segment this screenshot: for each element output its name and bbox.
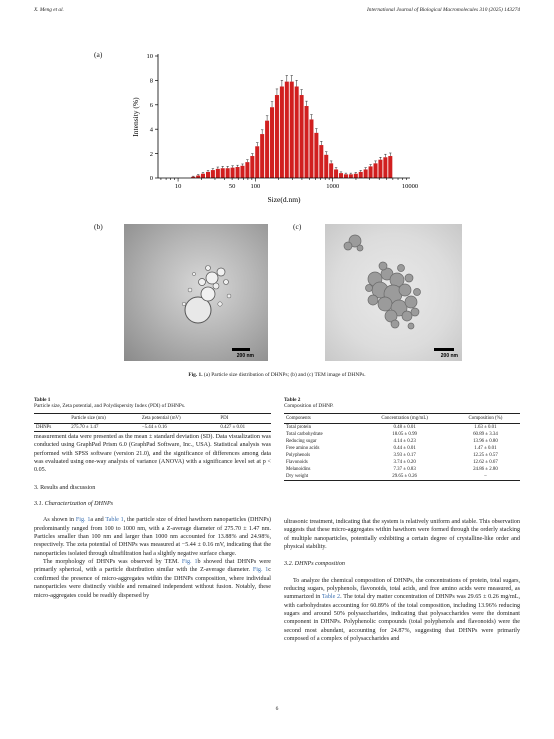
x-tick-label: 10 <box>174 183 182 190</box>
table2-label: Table 2 <box>284 397 301 403</box>
table2-link[interactable]: Table 2 <box>321 594 341 601</box>
x-tick-label: 50 <box>228 183 236 190</box>
figure-caption-text: (a) Particle size distribution of DHNPs; (b) and (c) TEM image of DHNPs. <box>203 372 366 378</box>
text: As shown in <box>43 517 76 524</box>
table2-cell: 18.05 ± 0.99 <box>392 432 417 437</box>
chart-bar <box>388 156 392 178</box>
table1-label: Table 1 <box>34 397 51 403</box>
x-tick-label: 100 <box>250 183 261 190</box>
chart-bar <box>354 174 358 178</box>
table1-title: Particle size, Zeta potential, and Polydispersity Index (PDI) of DHNPs. <box>34 403 186 410</box>
chart-bar <box>324 155 328 178</box>
text: To analyze the chemical composition of DHNPs, the concentrations of protein, total sugars, reducing sugars, polyphenols, flavonoids, total acids, and free amino acids were measured, as summarized in <box>284 577 520 601</box>
table2-cell: 13.96 ± 0.80 <box>473 439 498 444</box>
chart-bar <box>250 156 254 178</box>
fig1-link[interactable]: Fig. 1 <box>75 517 91 524</box>
text: . The total dry matter concentration of DHNPs was 29.65 ± 0.26 mg/mL, with carbohydrates accounting for 60.89% of the total composition, including 13.96% reducing sugars and around 50% polysaccharides, indicating that polysaccharides were the dominant component in DHNPs. Polyphenolic compounds (total polyphenols and flavonoids) were the second most abundant, accounting for 24.87%, suggesting that DHNPs were primarily composed of a complex of polysaccharides and <box>284 594 520 643</box>
chart-bar <box>226 168 230 178</box>
table2-header: Concentration (mg/mL) <box>358 414 450 424</box>
table-row <box>284 431 520 438</box>
table2-cell: Flavonoids <box>286 460 308 465</box>
chart-bar <box>309 119 313 178</box>
table1-header <box>34 414 69 424</box>
table-row <box>284 438 520 445</box>
chart-bar <box>369 166 373 178</box>
chart-bar <box>329 163 333 178</box>
chart-axes <box>131 53 418 204</box>
running-header-journal: International Journal of Biological Macromolecules 310 (2025) 143274 <box>367 7 520 13</box>
table-row <box>284 459 520 466</box>
table-row <box>284 473 520 481</box>
chart-bar <box>349 174 353 178</box>
table1-cell: DHNPs <box>34 424 69 432</box>
paragraph-characterization <box>34 516 271 558</box>
tem-particles-c <box>325 224 462 361</box>
table2-cell: 60.89 ± 3.34 <box>473 432 498 437</box>
chart-bar <box>245 162 249 178</box>
chart-bar <box>221 168 225 178</box>
paragraph-morphology <box>34 558 271 600</box>
chart-bar <box>216 169 220 178</box>
chart-bar <box>280 87 284 179</box>
table2-cell: 29.65 ± 0.26 <box>358 473 450 481</box>
table2-cell: – <box>451 473 520 481</box>
table2-cell: 1.63 ± 0.01 <box>474 425 497 430</box>
y-tick-label: 0 <box>149 175 153 183</box>
chart-bar <box>211 170 215 178</box>
tem-image-b <box>124 224 268 361</box>
table2-cell: 0.44 ± 0.01 <box>393 446 416 451</box>
chart-bar <box>275 95 279 178</box>
table2-header: Composition (%) <box>451 414 520 424</box>
table2-cell: 12.62 ± 0.67 <box>473 460 498 465</box>
paragraph-aggregates: ultrasonic treatment, indicating that the system is relatively uniform and stable. This observation suggests that these micro-aggregates within hawthorn were formed through the orderly stacking of multiple nanoparticles, potentially exhibiting a certain degree of crystalline-like order and physical stability. <box>284 519 520 551</box>
paragraph-methods-end: measurement data were presented as the mean ± standard deviation (SD). Data visualization was conducted using GraphPad Prism 6.0 (GraphPad Software, Inc., USA). Statistical analysis was performed with SPSS software (version 21.0), and the significance of differences among data was evaluated using one-way analysis of variance (ANOVA) with a significance level set at p < 0.05. <box>34 434 271 474</box>
running-header-authors: X. Meng et al. <box>34 7 64 13</box>
table2-cell: 0.48 ± 0.01 <box>393 425 416 430</box>
table2-cell: Free amino acids <box>286 446 320 451</box>
chart-bar <box>270 107 274 178</box>
panel-label-b: (b) <box>94 222 103 231</box>
chart-bar <box>295 87 299 179</box>
table-row <box>284 452 520 459</box>
section-heading-results: 3. Results and discussion <box>34 484 96 491</box>
chart-bar <box>364 169 368 178</box>
table1-header: PDI <box>218 414 271 424</box>
table2-cell: Dry weight <box>284 473 358 481</box>
scale-bar-b <box>232 348 250 351</box>
table2-cell: 7.37 ± 0.83 <box>393 467 416 472</box>
table1-link[interactable]: Table 1 <box>105 517 124 524</box>
y-tick-label: 6 <box>149 102 153 109</box>
table2 <box>284 413 520 481</box>
y-tick-label: 10 <box>146 53 153 61</box>
chart-bar <box>265 121 269 178</box>
table1-cell: 275.70 ± 1.47 <box>69 424 140 432</box>
table2-cell: 24.86 ± 2.80 <box>473 467 498 472</box>
chart-bar <box>319 145 323 178</box>
body-column-right <box>284 518 520 643</box>
chart-bar <box>231 168 235 178</box>
x-axis-label: Size(d.nm) <box>267 195 301 204</box>
table-row <box>284 466 520 473</box>
chart-bar <box>305 106 309 178</box>
table-row <box>34 424 271 432</box>
panel-label-a: (a) <box>94 50 103 59</box>
table2-header: Components <box>284 414 358 424</box>
subsection-heading-characterization: 3.1. Characterization of DHNPs <box>34 501 114 508</box>
figure-caption <box>0 372 554 378</box>
chart-bar <box>206 172 210 178</box>
chart-bar <box>285 82 289 178</box>
text: The morphology of DHNPs was observed by TEM. <box>43 559 182 566</box>
table2-cell: Total protein <box>286 425 312 430</box>
text: c confirmed the presence of micro-aggregates within the DHNPs composition, where individual nanoparticles were distinctly visible and remained independent without fusion. Notably, these micro-aggregates could be readily dispersed by <box>34 567 271 599</box>
text: a and <box>90 517 106 524</box>
chart-bar <box>339 173 343 178</box>
table2-heading <box>284 397 520 409</box>
tem-particles-b <box>124 224 268 361</box>
chart-bar <box>290 82 294 178</box>
chart-bar <box>260 134 264 178</box>
table-row <box>284 424 520 432</box>
table1-cell: 0.427 ± 0.01 <box>218 424 271 432</box>
scale-label-c: 200 nm <box>440 353 458 359</box>
chart-bar <box>359 172 363 178</box>
y-axis-label: Intensity (%) <box>131 97 140 137</box>
y-tick-label: 8 <box>149 77 153 85</box>
table1-cell: −5.44 ± 0.16 <box>140 424 219 432</box>
body-column-left <box>34 433 271 600</box>
table2-cell: Reducing sugar <box>286 439 317 444</box>
table2-cell: Total carbohydrate <box>286 432 323 437</box>
subsection-heading-composition: 3.2. DHNPs composition <box>284 561 345 568</box>
chart-bar <box>344 174 348 178</box>
x-tick-label: 1000 <box>326 183 340 190</box>
table2-title: Composition of DHNP. <box>284 403 334 410</box>
paragraph-composition <box>284 577 520 644</box>
scale-label-b: 200 nm <box>236 353 254 359</box>
table1-header: Particle size (nm) <box>69 414 140 424</box>
fig1-link[interactable]: Fig. 1 <box>181 559 198 566</box>
table2-cell: 3.74 ± 0.20 <box>393 460 416 465</box>
table2-cell: Polyphenols <box>286 453 311 458</box>
fig1-link[interactable]: Fig. 1 <box>252 567 269 574</box>
chart-bar <box>201 174 205 178</box>
table-row <box>284 445 520 452</box>
table2-cell: 1.47 ± 0.01 <box>474 446 497 451</box>
text: , the particle size of dried hawthorn nanoparticles (DHNPs) predominantly ranged from 100 to 1000 nm, with a Z-average diameter of 275.70 ± 1.47 nm. Particles smaller than 100 nm and larger than 1000 nm accounted for 13.88% and 24.98%, respectively. The zeta potential of DHNPs was measured at −5.44 ± 0.16 mV, indicating that the nanoparticles isolated through ultrafiltration had a slightly negative surface charge. <box>34 517 271 557</box>
chart-bar <box>240 166 244 178</box>
chart-bar <box>334 169 338 178</box>
page-number: 6 <box>275 706 279 712</box>
chart-bar <box>373 163 377 178</box>
chart-bar <box>383 157 387 178</box>
chart-bar <box>300 95 304 178</box>
table2-cell: 3.93 ± 0.17 <box>393 453 416 458</box>
panel-label-c: (c) <box>293 222 302 231</box>
chart-bar <box>255 146 259 178</box>
particle-size-chart <box>120 46 420 206</box>
text: b showed that DHNPs were primarily spherical, with a particle distribution similar with the Z-average diameter. <box>34 559 271 574</box>
x-tick-label: 10000 <box>401 183 419 190</box>
table2-cell: 4.14 ± 0.23 <box>393 439 416 444</box>
chart-bar <box>378 160 382 178</box>
y-tick-label: 2 <box>149 150 153 158</box>
chart-bar <box>236 167 240 178</box>
chart-bars <box>191 76 392 178</box>
tem-image-c <box>325 224 462 361</box>
chart-bar <box>314 133 318 178</box>
table1-heading <box>34 397 271 409</box>
table1 <box>34 413 271 432</box>
table2-cell: 12.25 ± 0.57 <box>473 453 498 458</box>
table1-header: Zeta potential (mV) <box>140 414 219 424</box>
y-tick-label: 4 <box>149 126 153 134</box>
figure-caption-label: Fig. 1. <box>188 372 203 378</box>
table2-cell: Melanoidins <box>286 467 311 472</box>
scale-bar-c <box>434 348 454 351</box>
